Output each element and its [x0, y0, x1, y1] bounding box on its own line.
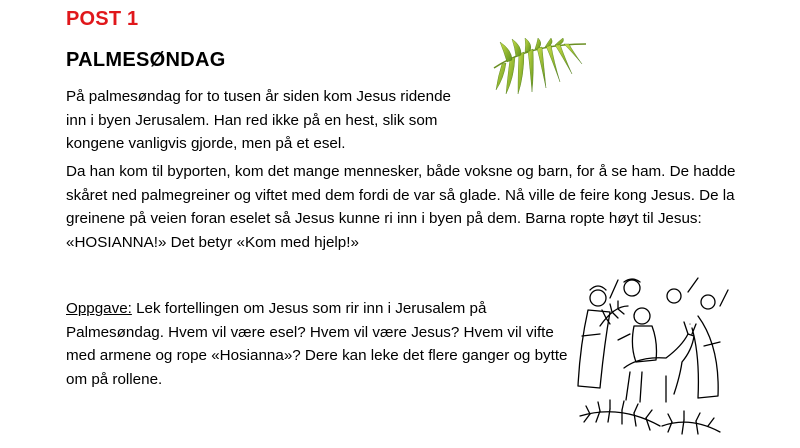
page-title: PALMESØNDAG [66, 49, 226, 71]
task-paragraph [66, 297, 576, 391]
task-text: Lek fortellingen om Jesus som rir inn i Jerusalem på Palmesøndag. Hvem vil være esel? Hvem vil være Jesus? Hvem vil vifte med armene og rope «Hosianna»? Dere kan leke det flere ganger og bytte om på rollene. [66, 300, 568, 388]
palm-sunday-illustration [570, 276, 730, 440]
story-paragraph: Da han kom til byporten, kom det mange mennesker, både voksne og barn, for å se ham. De hadde skåret ned palmegreiner og viftet med dem fordi de var så glade. Nå ville de feire kong Jesus. De la greinene på veien foran eselet så Jesus kunne ri inn i byen på dem. Barna ropte høyt til Jesus: «HOSIANNA!» Det betyr «Kom med hjelp!» [66, 163, 736, 251]
intro-paragraph: På palmesøndag for to tusen år siden kom Jesus ridende inn i byen Jerusalem. Han red ikke på en hest, slik som kongene vanligvis gjorde, men på et esel. [66, 88, 451, 152]
task-label: Oppgave: [66, 300, 132, 317]
palm-leaf-icon [490, 38, 590, 98]
post-label: POST 1 [66, 8, 139, 30]
